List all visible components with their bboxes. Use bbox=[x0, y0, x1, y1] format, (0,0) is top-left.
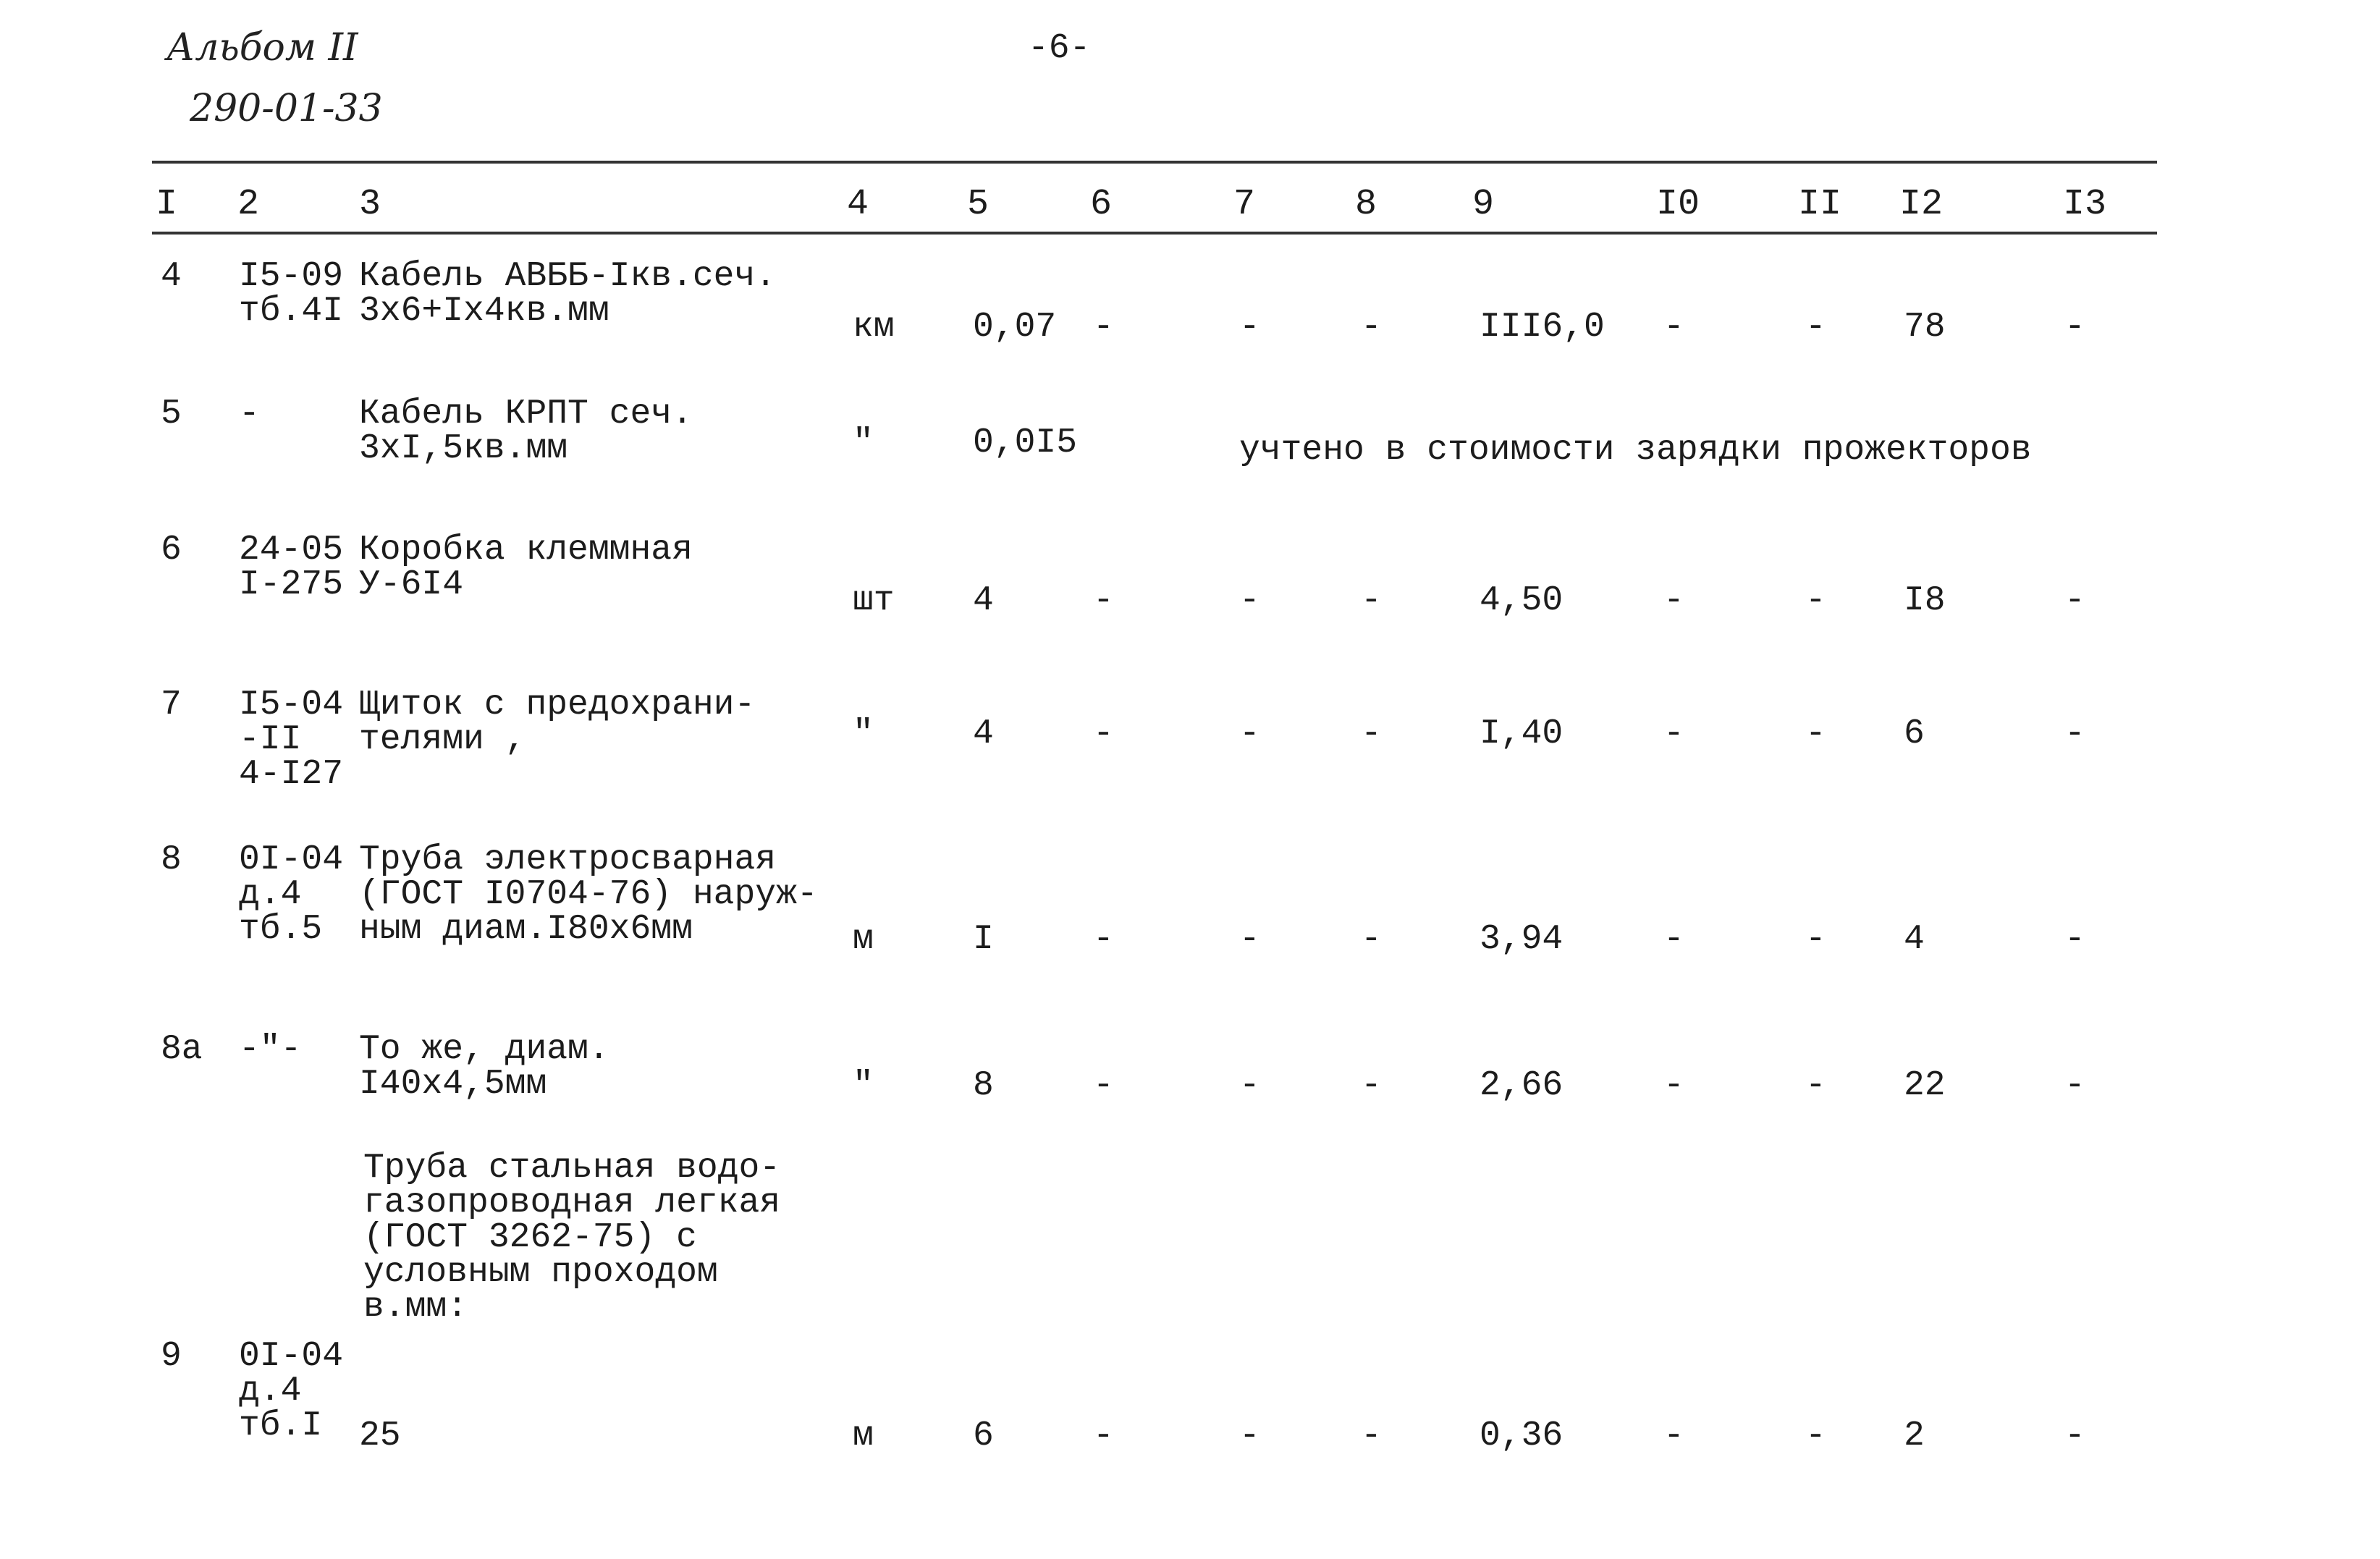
value-cell-c13: - bbox=[2064, 920, 2085, 959]
value-cell-c10: - bbox=[1663, 1066, 1684, 1105]
value-cell-c7: - bbox=[1239, 714, 1260, 753]
value-cell-c7: - bbox=[1239, 1066, 1260, 1105]
value-cell-c8: - bbox=[1361, 581, 1382, 620]
row-number: 8а bbox=[161, 1030, 203, 1069]
value-cell-c10: - bbox=[1663, 920, 1684, 959]
value-cell-c10: - bbox=[1663, 714, 1684, 753]
unit-cell: " bbox=[853, 1066, 874, 1105]
quantity-cell: 6 bbox=[973, 1416, 994, 1456]
name-cell: Кабель АВББ-Iкв.сеч. 3х6+Iх4кв.мм bbox=[359, 257, 777, 331]
value-cell-c8: - bbox=[1361, 1416, 1382, 1456]
column-header: 9 bbox=[1472, 184, 1495, 225]
value-cell-c6: - bbox=[1093, 714, 1114, 753]
value-cell-c9: III6,0 bbox=[1480, 308, 1605, 347]
row-number: 7 bbox=[161, 685, 182, 724]
value-cell-c11: - bbox=[1805, 308, 1826, 347]
unit-cell: шт bbox=[853, 581, 895, 620]
reference-cell: I5-09 тб.4I bbox=[239, 257, 344, 331]
value-cell-c13: - bbox=[2064, 714, 2085, 753]
value-cell-c12: 22 bbox=[1904, 1066, 1946, 1105]
value-cell-c12: 78 bbox=[1904, 308, 1946, 347]
name-cell: Труба электросварная (ГОСТ I0704-76) наруж- ным диам.I80х6мм bbox=[359, 840, 818, 949]
column-header: I0 bbox=[1656, 184, 1700, 225]
value-cell-c10: - bbox=[1663, 1416, 1684, 1456]
value-cell-c9: 4,50 bbox=[1480, 581, 1564, 620]
column-header: 3 bbox=[359, 184, 381, 225]
quantity-cell: 4 bbox=[973, 581, 994, 620]
quantity-cell: 0,0I5 bbox=[973, 423, 1078, 462]
reference-cell: 24-05 I-275 bbox=[239, 531, 344, 604]
reference-cell: I5-04 -II 4-I27 bbox=[239, 685, 344, 794]
value-cell-c11: - bbox=[1805, 581, 1826, 620]
value-cell-c9: 3,94 bbox=[1480, 920, 1564, 959]
column-header: 4 bbox=[847, 184, 869, 225]
document-code: 290-01-33 bbox=[190, 87, 383, 130]
value-cell-c8: - bbox=[1361, 308, 1382, 347]
value-cell-c13: - bbox=[2064, 1066, 2085, 1105]
name-cell: То же, диам. I40х4,5мм bbox=[359, 1030, 609, 1104]
row-note: учтено в стоимости зарядки прожекторов bbox=[1239, 431, 2032, 470]
value-cell-c13: - bbox=[2064, 308, 2085, 347]
row-number: 6 bbox=[161, 531, 182, 570]
reference-cell: - bbox=[239, 394, 260, 434]
unit-cell: " bbox=[853, 714, 874, 753]
value-cell-c8: - bbox=[1361, 920, 1382, 959]
value-cell-c7: - bbox=[1239, 581, 1260, 620]
unit-cell: м bbox=[853, 1416, 874, 1456]
reference-cell: -"- bbox=[239, 1030, 302, 1069]
quantity-cell: 4 bbox=[973, 714, 994, 753]
value-cell-c8: - bbox=[1361, 714, 1382, 753]
column-header: 5 bbox=[967, 184, 989, 225]
value-cell-c9: 2,66 bbox=[1480, 1066, 1564, 1105]
value-cell-c11: - bbox=[1805, 714, 1826, 753]
page-number: -6- bbox=[1028, 29, 1091, 68]
quantity-cell: I bbox=[973, 920, 994, 959]
album-label: Альбом II bbox=[166, 26, 358, 69]
column-header: I3 bbox=[2063, 184, 2107, 225]
column-header: I bbox=[156, 184, 178, 225]
row-number: 9 bbox=[161, 1337, 182, 1376]
value-cell-c12: 2 bbox=[1904, 1416, 1925, 1456]
value-cell-c10: - bbox=[1663, 581, 1684, 620]
value-cell-c9: I,40 bbox=[1480, 714, 1564, 753]
reference-cell: 0I-04 д.4 тб.I bbox=[239, 1337, 344, 1445]
unit-cell: " bbox=[853, 423, 874, 462]
value-cell-c12: 4 bbox=[1904, 920, 1925, 959]
name-cell: 25 bbox=[359, 1416, 401, 1456]
unit-cell: м bbox=[853, 920, 874, 959]
row-number: 8 bbox=[161, 840, 182, 879]
name-cell: Коробка клеммная У-6I4 bbox=[359, 531, 693, 604]
value-cell-c13: - bbox=[2064, 581, 2085, 620]
quantity-cell: 8 bbox=[973, 1066, 994, 1105]
column-header: I2 bbox=[1899, 184, 1944, 225]
name-cell: Щиток с предохрани- телями , bbox=[359, 685, 756, 759]
value-cell-c12: 6 bbox=[1904, 714, 1925, 753]
value-cell-c7: - bbox=[1239, 1416, 1260, 1456]
column-header: II bbox=[1798, 184, 1842, 225]
value-cell-c7: - bbox=[1239, 920, 1260, 959]
value-cell-c11: - bbox=[1805, 920, 1826, 959]
quantity-cell: 0,07 bbox=[973, 308, 1057, 347]
column-header: 6 bbox=[1090, 184, 1113, 225]
row-number: 4 bbox=[161, 257, 182, 296]
column-header: 2 bbox=[237, 184, 260, 225]
value-cell-c6: - bbox=[1093, 308, 1114, 347]
value-cell-c6: - bbox=[1093, 581, 1114, 620]
top-rule bbox=[152, 161, 2157, 164]
value-cell-c6: - bbox=[1093, 920, 1114, 959]
name-cell: Кабель КРПТ сеч. 3хI,5кв.мм bbox=[359, 394, 693, 468]
value-cell-c6: - bbox=[1093, 1066, 1114, 1105]
reference-cell: 0I-04 д.4 тб.5 bbox=[239, 840, 344, 949]
header-rule bbox=[152, 232, 2157, 235]
value-cell-c11: - bbox=[1805, 1416, 1826, 1456]
value-cell-c10: - bbox=[1663, 308, 1684, 347]
value-cell-c7: - bbox=[1239, 308, 1260, 347]
value-cell-c11: - bbox=[1805, 1066, 1826, 1105]
column-header: 8 bbox=[1355, 184, 1377, 225]
value-cell-c6: - bbox=[1093, 1416, 1114, 1456]
group-heading: Труба стальная водо- газопроводная легкая (ГОСТ 3262-75) с условным проходом в.мм: bbox=[363, 1149, 781, 1327]
column-header: 7 bbox=[1233, 184, 1256, 225]
value-cell-c12: I8 bbox=[1904, 581, 1946, 620]
unit-cell: км bbox=[853, 308, 895, 347]
value-cell-c8: - bbox=[1361, 1066, 1382, 1105]
value-cell-c13: - bbox=[2064, 1416, 2085, 1456]
value-cell-c9: 0,36 bbox=[1480, 1416, 1564, 1456]
row-number: 5 bbox=[161, 394, 182, 434]
